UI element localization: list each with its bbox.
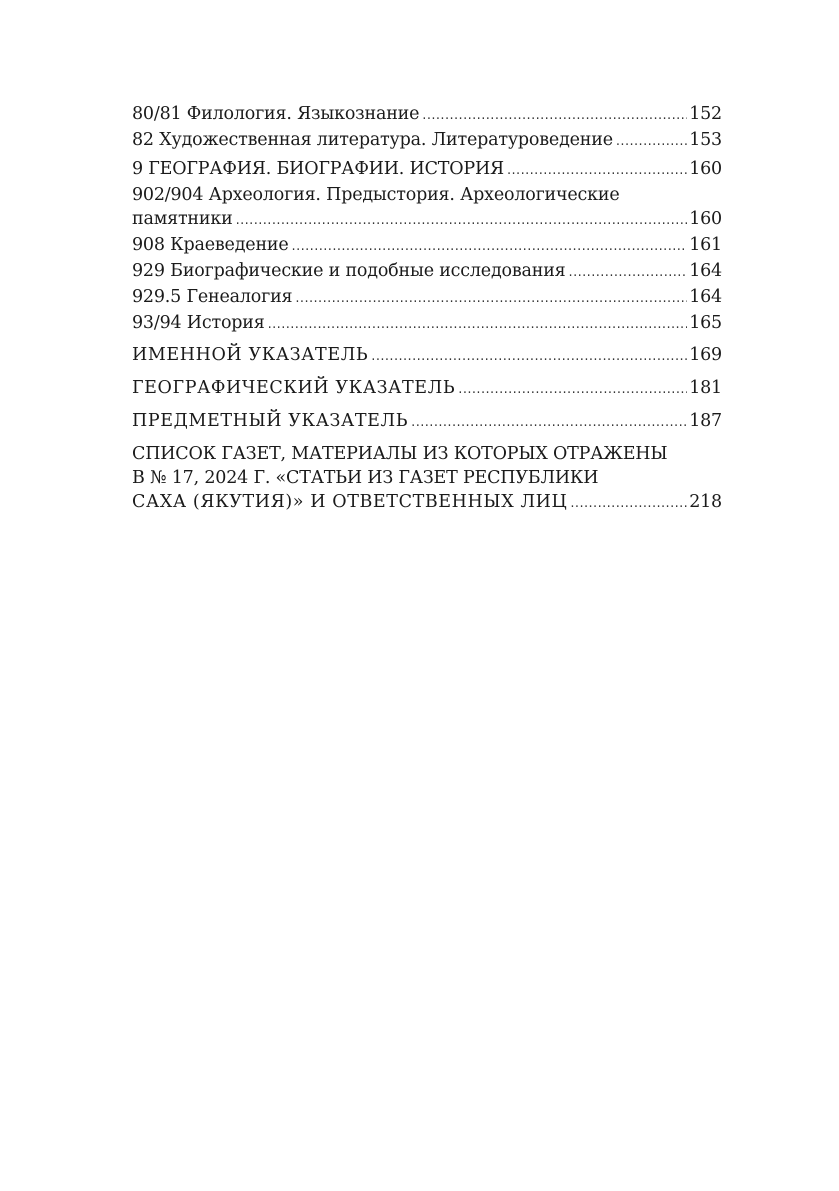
toc-entry-title: ПРЕДМЕТНЫЙ УКАЗАТЕЛЬ (132, 411, 409, 431)
dot-leader (507, 159, 687, 183)
toc-entry[interactable] (132, 376, 722, 402)
toc-entry-title: ГЕОГРАФИЧЕСКИЙ УКАЗАТЕЛЬ (132, 378, 456, 398)
toc-entry[interactable] (132, 285, 722, 311)
toc-entry-page: 187 (689, 411, 722, 431)
toc-entry[interactable] (132, 343, 722, 369)
toc-entry[interactable] (132, 233, 722, 259)
toc-entry-title-line: САХА (ЯКУТИЯ)» И ОТВЕТСТВЕННЫХ ЛИЦ (132, 492, 568, 512)
toc-entry-title: 93/94 История (132, 313, 265, 333)
dot-leader (236, 209, 688, 233)
toc-entry-page: 153 (689, 130, 722, 150)
toc-entry-page: 161 (689, 235, 722, 255)
toc-entry-page: 169 (689, 345, 722, 365)
dot-leader (570, 492, 687, 516)
toc-entry-title-line: СПИСОК ГАЗЕТ, МАТЕРИАЛЫ ИЗ КОТОРЫХ ОТРАЖЕНЫ (132, 444, 668, 464)
toc-entry-multiline[interactable] (132, 442, 722, 516)
dot-leader (569, 261, 688, 285)
dot-leader (616, 130, 687, 154)
toc-entry[interactable] (132, 157, 722, 183)
toc-entry-title: 9 ГЕОГРАФИЯ. БИОГРАФИИ. ИСТОРИЯ (132, 159, 504, 179)
toc-entry-title-line: 902/904 Археология. Предыстория. Археологические (132, 185, 620, 205)
dot-leader (295, 287, 687, 311)
toc-entry[interactable] (132, 102, 722, 128)
toc-entry-page: 164 (689, 287, 722, 307)
toc-entry-page: 181 (689, 378, 722, 398)
dot-leader (422, 104, 687, 128)
toc-entry[interactable] (132, 409, 722, 435)
table-of-contents (132, 102, 722, 516)
toc-entry-title: ИМЕННОЙ УКАЗАТЕЛЬ (132, 345, 369, 365)
dot-leader (371, 345, 687, 369)
toc-entry[interactable] (132, 259, 722, 285)
toc-entry-multiline[interactable] (132, 183, 722, 233)
toc-entry-page: 160 (689, 209, 722, 229)
toc-entry-title: 908 Краеведение (132, 235, 289, 255)
toc-entry-title-line: В № 17, 2024 Г. «СТАТЬИ ИЗ ГАЗЕТ РЕСПУБЛИКИ (132, 468, 599, 488)
toc-entry[interactable] (132, 311, 722, 337)
dot-leader (292, 235, 688, 259)
toc-entry-page: 160 (689, 159, 722, 179)
dot-leader (458, 378, 687, 402)
toc-entry-page: 152 (689, 104, 722, 124)
toc-entry-page: 218 (689, 492, 722, 512)
toc-entry-title: 929 Биографические и подобные исследования (132, 261, 566, 281)
toc-entry-title: 82 Художественная литература. Литературоведение (132, 130, 613, 150)
toc-entry-title-line: памятники (132, 209, 233, 229)
toc-entry-page: 165 (689, 313, 722, 333)
toc-entry-title: 80/81 Филология. Языкознание (132, 104, 420, 124)
toc-entry-title: 929.5 Генеалогия (132, 287, 293, 307)
toc-entry[interactable] (132, 128, 722, 154)
toc-entry-page: 164 (689, 261, 722, 281)
dot-leader (268, 313, 688, 337)
dot-leader (411, 411, 687, 435)
